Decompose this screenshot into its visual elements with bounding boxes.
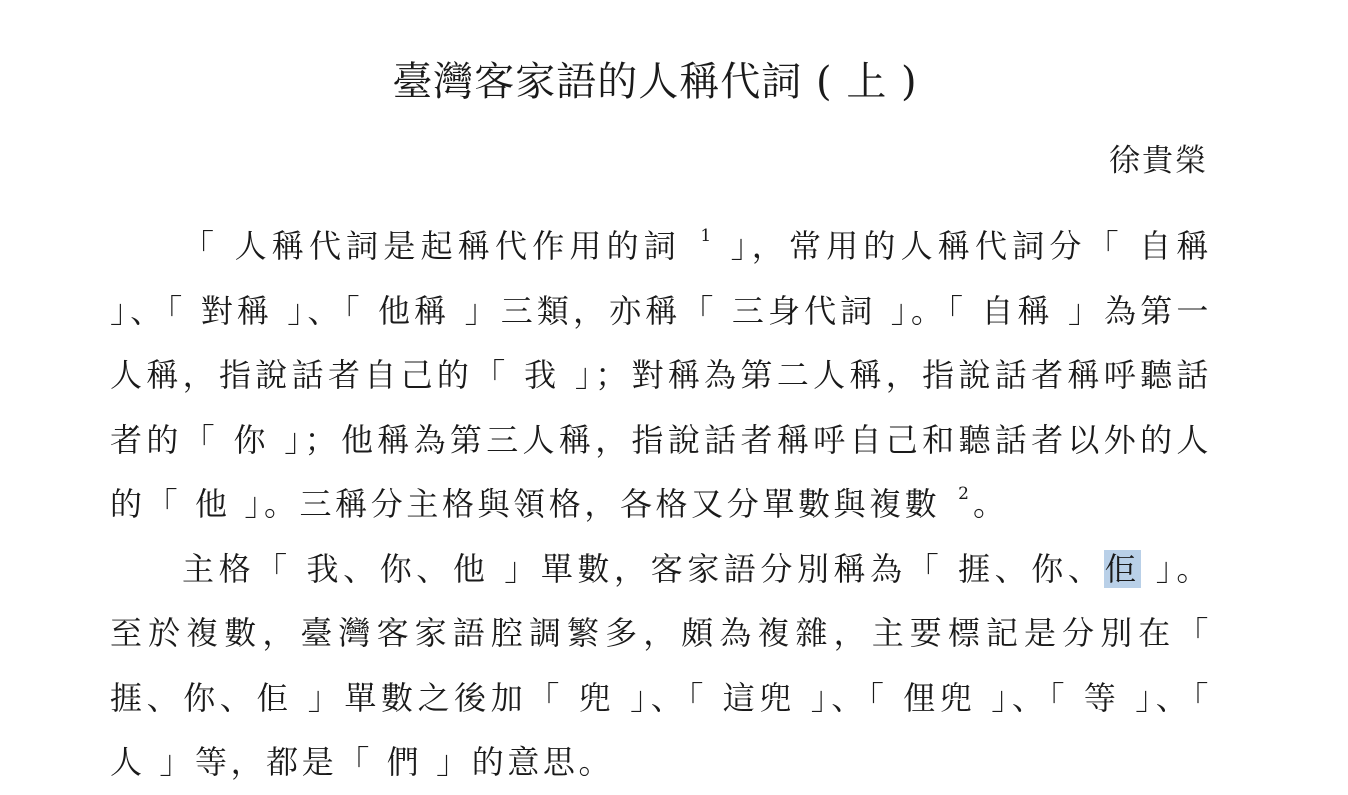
selected-text-highlight[interactable]: 佢: [1104, 549, 1142, 588]
paragraph-text: 。: [972, 485, 1009, 523]
page-title: 臺灣客家語的人稱代詞 ( 上 ): [392, 59, 918, 105]
paragraph-1: [110, 214, 1212, 537]
footnote-marker[interactable]: 2: [958, 484, 969, 504]
paragraph-text: 主格「 我、你、他 」單數，客家語分別稱為「 捱、你、: [182, 549, 1105, 588]
article-body: [110, 214, 1212, 795]
paragraph-text: 「 人稱代詞是起稱代作用的詞: [182, 227, 697, 265]
footnote-marker[interactable]: 1: [700, 226, 712, 246]
paragraph-text: 」。至於複數，臺灣客家語腔調繁多，頗為複雜，主要標記是分別在「 捱、你、佢 」單數之後加「 兜 」、「 這兜 」、「 俚兜 」、「 等 」、「 人 」等，都是「 們 」的意思。: [110, 549, 1212, 781]
author-name: 徐貴榮: [1109, 143, 1208, 179]
paragraph-text: 」，常用的人稱代詞分「 自稱 」、「 對稱 」、「 他稱 」三類，亦稱「 三身代詞 」。「 自稱 」為第一人稱，指說話者自己的「 我 」；對稱為第二人稱，指說話者稱呼聽話者的「 你 」；他稱為第三人稱，指說話者稱呼自己和聽話者以外的人的「 他 」。三稱分主格與領格，各格又分單數與複數: [110, 227, 1212, 523]
paragraph-2: [110, 537, 1212, 795]
